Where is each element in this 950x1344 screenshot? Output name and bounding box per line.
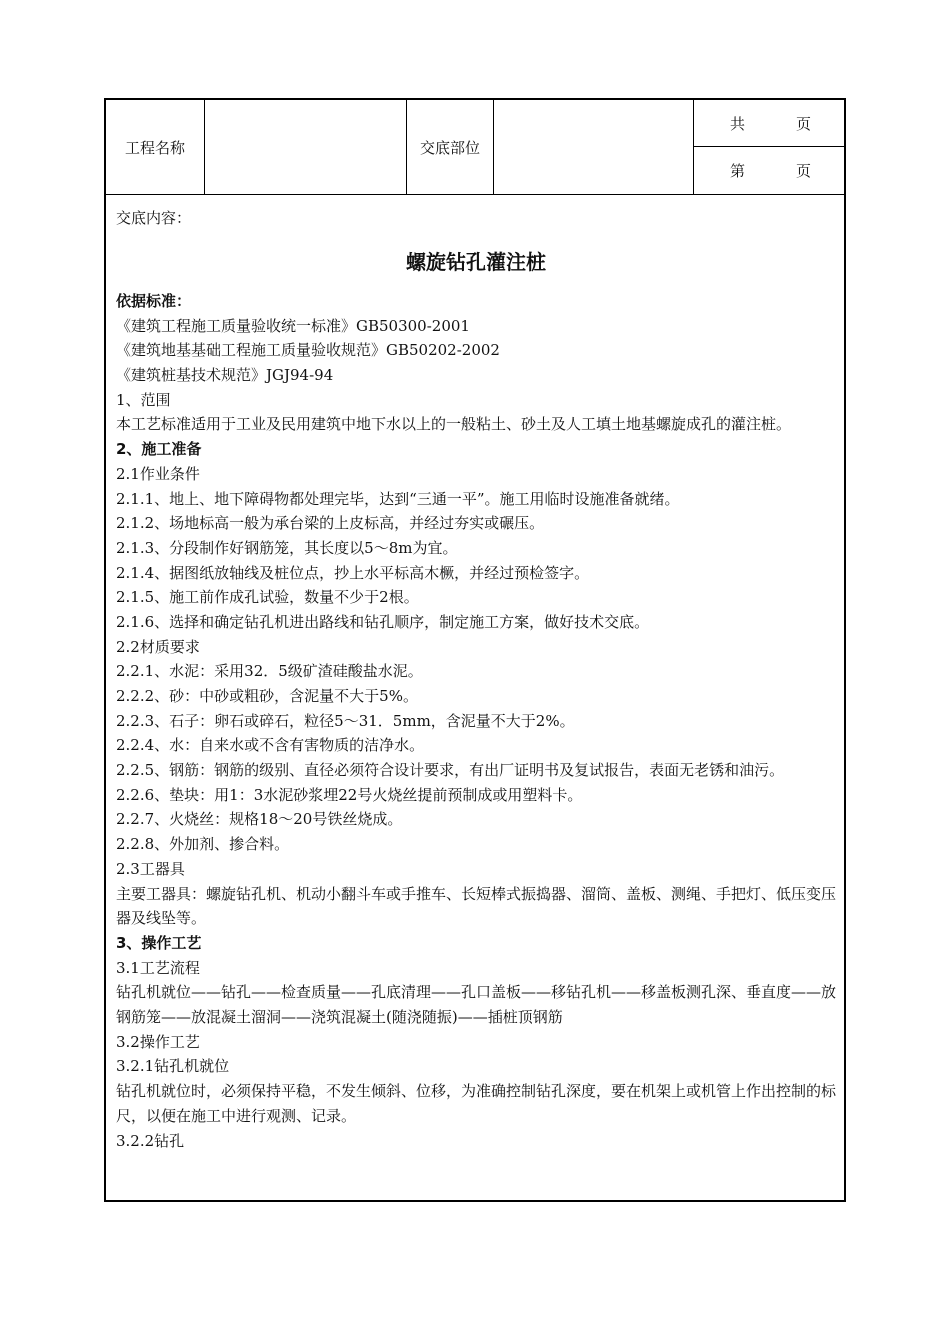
form-header [106,100,844,195]
content-line: 2.2.2、砂：中砂或粗砂，含泥量不大于5%。 [116,687,418,706]
content-line: 2.2.7、火烧丝：规格18～20号铁丝烧成。 [116,810,403,829]
content-line: 3.1工艺流程 [116,958,200,977]
content-line: 2.1.2、场地标高一般为承台梁的上皮标高，并经过夯实或碾压。 [116,514,545,533]
project-name-label: 工程名称 [106,100,205,194]
content-line: 3.2.1钻孔机就位 [116,1057,230,1076]
content-line: 1、范围 [116,390,171,409]
content-label: 交底内容： [116,209,192,227]
content-line: 2.1.6、选择和确定钻孔机进出路线和钻孔顺序，制定施工方案，做好技术交底。 [116,612,650,631]
content-line: 2.2.1、水泥：采用32．5级矿渣硅酸盐水泥。 [116,662,423,681]
total-pages-suffix: 页 [796,114,812,133]
content-line: 2、施工准备 [116,440,202,459]
content-line: 钻孔机就位——钻孔——检查质量——孔底清理——孔口盖板——移钻孔机——移盖板测孔深、垂直度——放钢筋笼——放混凝土溜洞——浇筑混凝土(随浇随振)——插桩顶钢筋 [116,983,837,1027]
content-line: 2.2.4、水：自来水或不含有害物质的洁净水。 [116,736,425,755]
disclosure-part-value [494,100,694,194]
content-lines [116,289,836,1153]
content-line: 3、操作工艺 [116,933,202,952]
content-line: 2.3工器具 [116,859,185,878]
project-name-value [205,100,407,194]
content-line: 钻孔机就位时，必须保持平稳，不发生倾斜、位移，为准确控制钻孔深度，要在机架上或机管上作出控制的标尺，以便在施工中进行观测、记录。 [116,1082,837,1125]
total-pages-prefix: 共 [730,114,746,133]
content-line: 依据标准： [116,292,192,310]
disclosure-part-label: 交底部位 [407,100,494,194]
disclosure-form [104,98,846,1202]
content-line: 2.1.4、据图纸放轴线及桩位点，抄上水平标高木橛，并经过预检签字。 [116,563,590,582]
content-line: 2.2.3、石子：卵石或碎石，粒径5～31．5mm，含泥量不大于2%。 [116,711,575,730]
content-line: 2.1.3、分段制作好钢筋笼，其长度以5～8m为宜。 [116,538,458,557]
content-line: 2.1.5、施工前作成孔试验，数量不少于2根。 [116,588,419,607]
content-line: 《建筑桩基技术规范》JGJ94-94 [116,366,334,385]
content-line: 2.1作业条件 [116,464,200,483]
content-line: 2.1.1、地上、地下障碍物都处理完毕，达到“三通一平”。施工用临时设施准备就绪。 [116,489,680,508]
content-line: 《建筑地基基础工程施工质量验收规范》GB50202-2002 [116,341,500,360]
page-number-prefix: 第 [730,162,746,180]
total-pages [694,100,844,147]
content-line: 2.2.5、钢筋：钢筋的级别、直径必须符合设计要求，有出厂证明书及复试报告，表面无老锈和油污。 [116,761,785,780]
content-line: 本工艺标准适用于工业及民用建筑中地下水以上的一般粘土、砂土及人工填土地基螺旋成孔的灌注桩。 [116,415,792,434]
document-title: 螺旋钻孔灌注桩 [406,250,546,274]
content-line: 3.2操作工艺 [116,1032,200,1051]
page-number-suffix: 页 [796,162,812,180]
page-number [694,147,844,194]
content-line: 2.2.6、垫块：用1：3水泥砂浆埋22号火烧丝提前预制成或用塑料卡。 [116,785,583,804]
content-line: 《建筑工程施工质量验收统一标准》GB50300-2001 [116,316,470,335]
disclosure-content [116,204,836,1153]
content-line: 主要工器具：螺旋钻孔机、机动小翻斗车或手推车、长短棒式振捣器、溜筒、盖板、测绳、手把灯、低压变压器及线坠等。 [116,884,837,928]
page-info [694,100,844,194]
content-line: 2.2材质要求 [116,637,200,656]
content-line: 3.2.2钻孔 [116,1131,185,1150]
content-line: 2.2.8、外加剂、掺合料。 [116,835,290,854]
